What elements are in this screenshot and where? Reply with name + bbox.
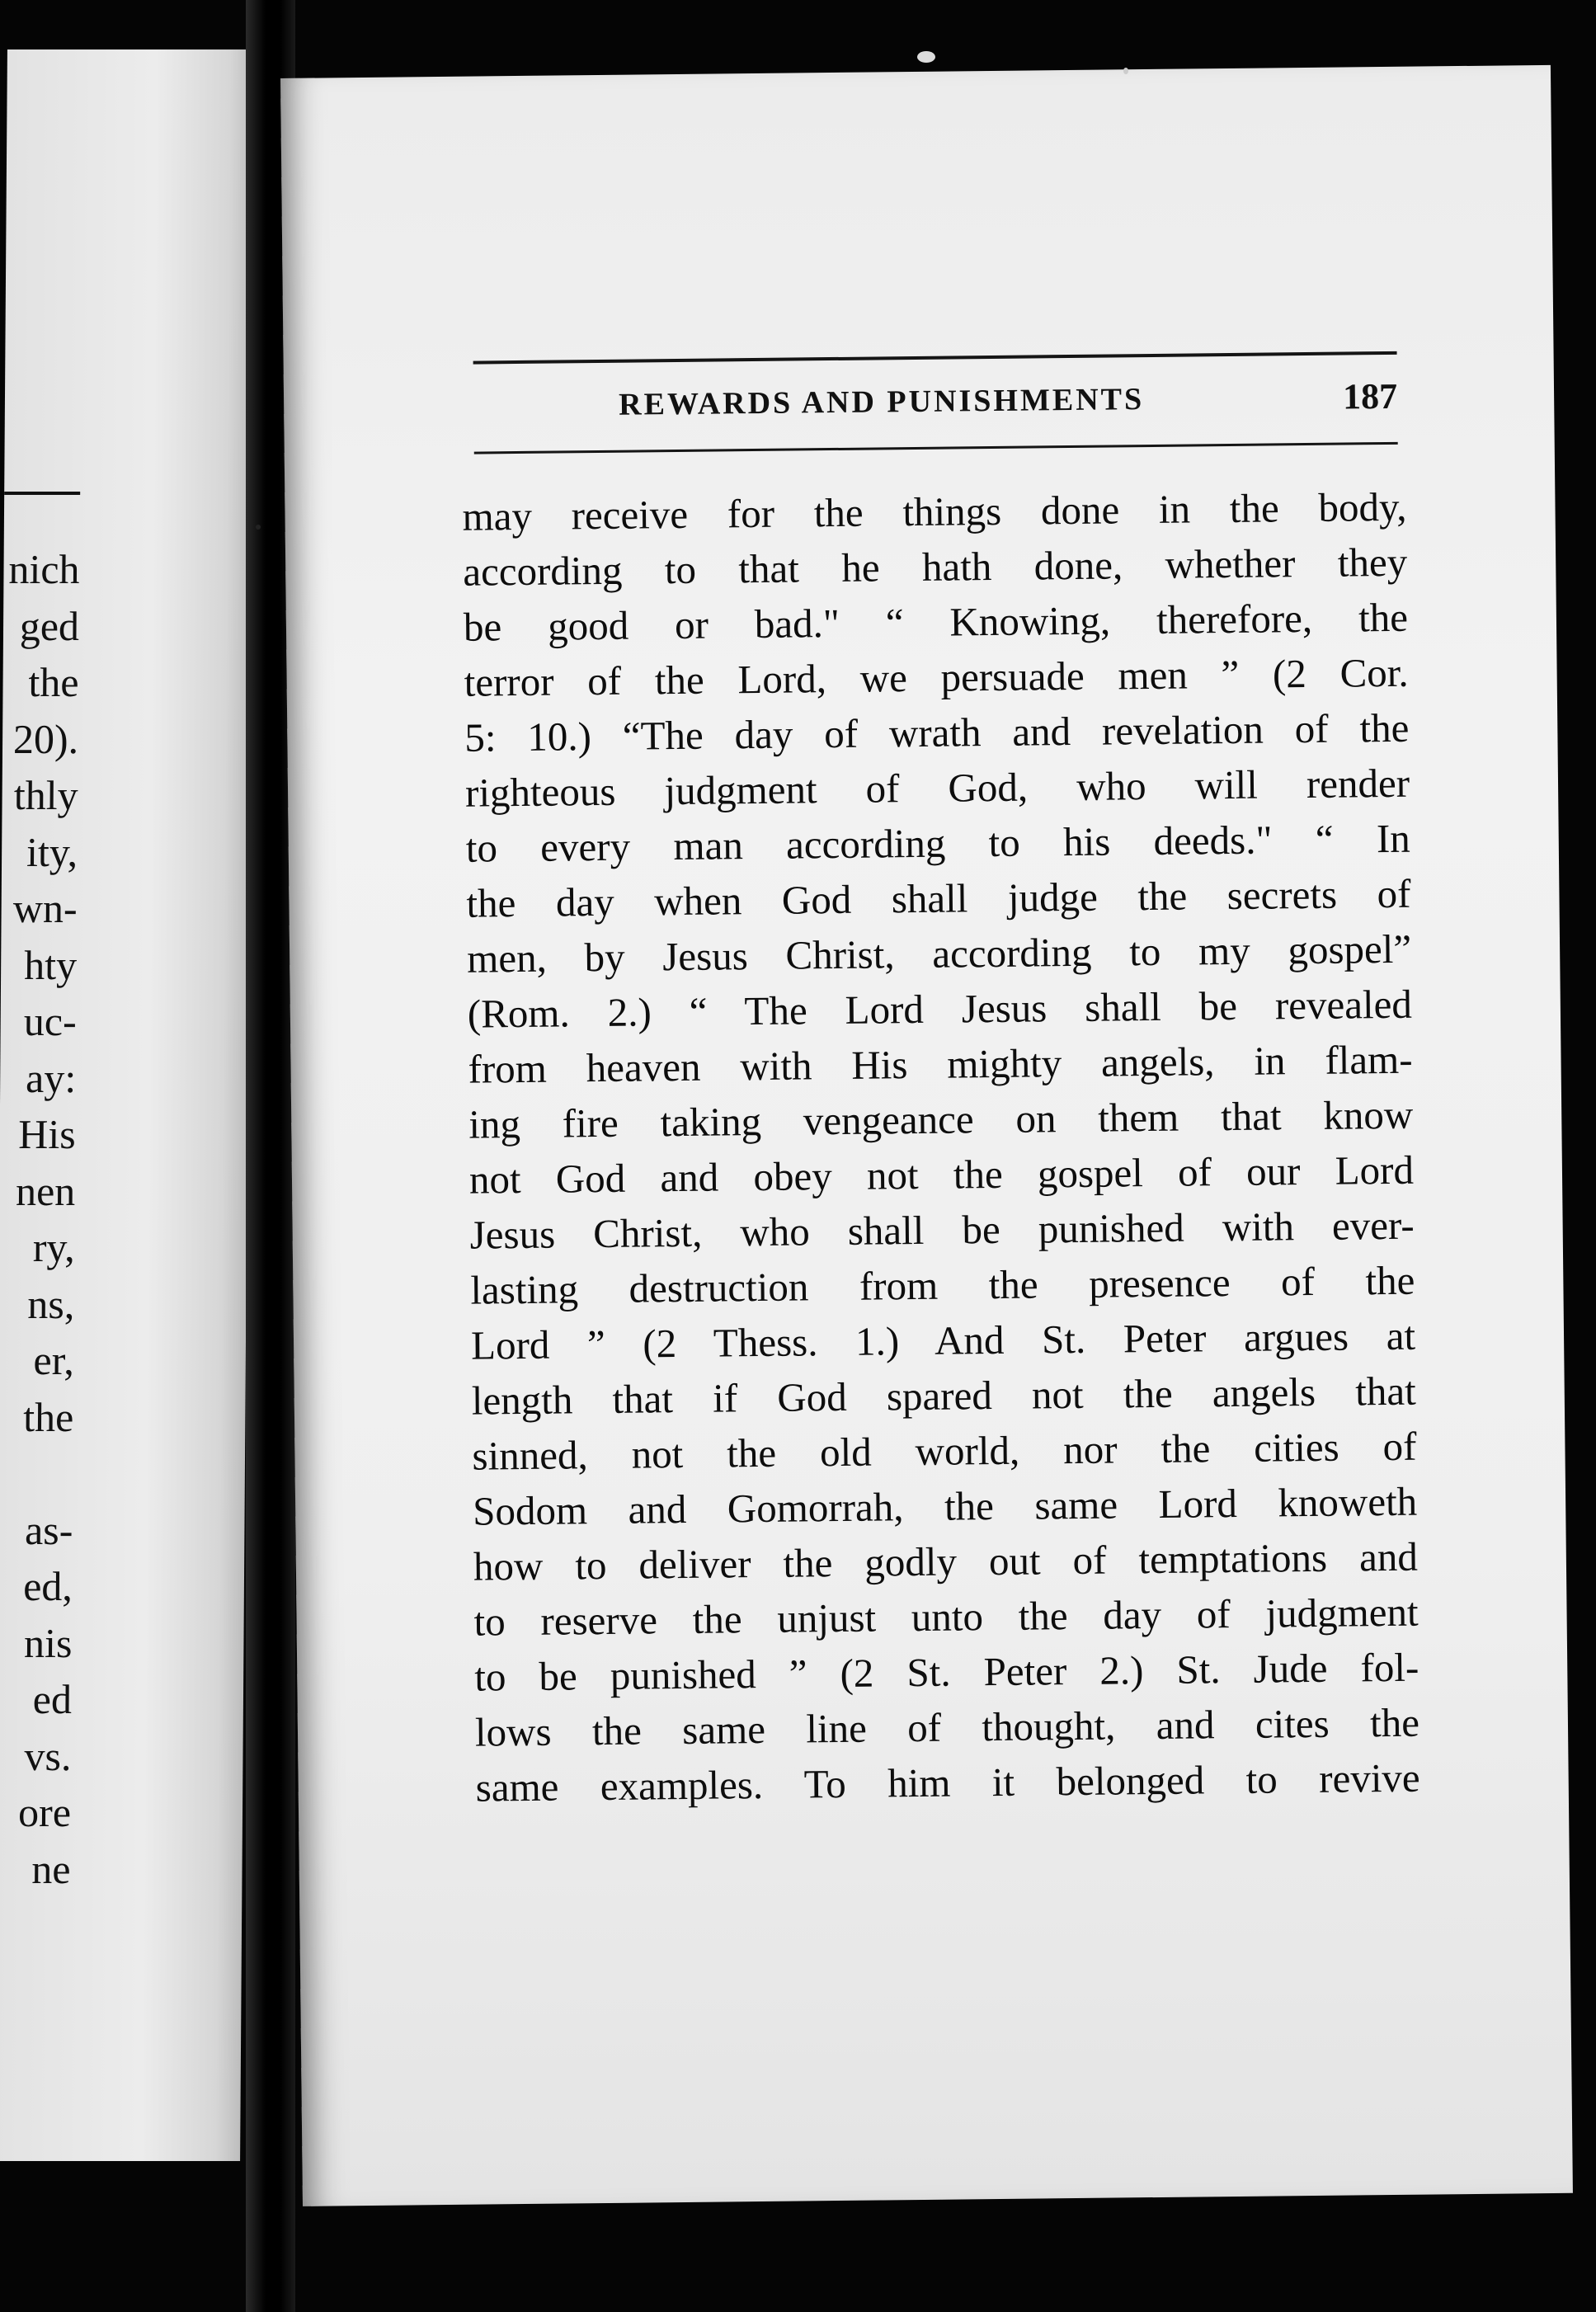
- left-fragment: ns,: [27, 1280, 75, 1327]
- left-fragment: ry,: [32, 1224, 75, 1270]
- left-page-text-fragments: [0, 541, 80, 1897]
- left-fragment: His: [18, 1111, 76, 1157]
- text-line: Jesus Christ, who shall be punished with ever-: [469, 1202, 1415, 1258]
- body-text: [462, 479, 1420, 1815]
- text-line: to be punished ” (2 St. Peter 2.) St. Jude fol-: [474, 1644, 1419, 1700]
- left-fragment: ay:: [25, 1054, 77, 1101]
- text-line: same examples. To him it belonged to revive: [475, 1754, 1420, 1811]
- text-line: Sodom and Gomorrah, the same Lord knoweth: [472, 1478, 1418, 1534]
- text-line: how to deliver the godly out of temptations and: [473, 1533, 1419, 1589]
- text-line: 5: 10.) “The day of wrath and revelation of the: [464, 704, 1410, 760]
- text-line: righteous judgment of God, who will render: [464, 760, 1410, 816]
- left-fragment: thly: [13, 772, 78, 818]
- left-fragment: nen: [15, 1167, 76, 1214]
- left-fragment: ity,: [26, 828, 78, 875]
- left-fragment: nis: [23, 1619, 73, 1666]
- left-fragment: as-: [24, 1506, 73, 1553]
- left-fragment: uc-: [23, 998, 77, 1044]
- right-page: [280, 65, 1573, 2206]
- text-line: men, by Jesus Christ, according to my gospel”: [466, 925, 1412, 982]
- running-title: REWARDS AND PUNISHMENTS: [618, 382, 1145, 422]
- text-line: from heaven with His mighty angels, in flam-: [468, 1036, 1413, 1092]
- left-page-rule: [4, 492, 80, 495]
- scan-speck: [256, 525, 261, 530]
- left-fragment: hty: [24, 941, 78, 988]
- left-fragment: wn-: [12, 885, 78, 931]
- text-line: lows the same line of thought, and cites the: [474, 1699, 1420, 1755]
- left-fragment: ne: [31, 1845, 71, 1892]
- text-line: to reserve the unjust unto the day of judgment: [473, 1589, 1419, 1645]
- text-line: according to that he hath done, whether they: [462, 539, 1408, 595]
- text-line: terror of the Lord, we persuade men ” (2 Cor.: [464, 649, 1409, 705]
- left-fragment: the: [28, 659, 79, 705]
- text-line: sinned, not the old world, nor the cities of: [472, 1423, 1417, 1479]
- left-fragment: 20).: [12, 715, 79, 762]
- text-line: ing fire taking vengeance on them that know: [468, 1091, 1414, 1147]
- header-rule-top: [473, 351, 1397, 365]
- text-line: length that if God spared not the angels that: [471, 1368, 1417, 1424]
- left-fragment: nich: [8, 546, 80, 592]
- text-line: not God and obey not the gospel of our Lord: [468, 1147, 1415, 1203]
- scan-speck: [1123, 68, 1128, 74]
- left-fragment: ed,: [23, 1563, 73, 1609]
- page-number: 187: [1342, 375, 1398, 417]
- left-fragment: ore: [17, 1789, 72, 1835]
- text-line: (Rom. 2.) “ The Lord Jesus shall be revealed: [467, 981, 1413, 1037]
- text-line: lasting destruction from the presence of the: [470, 1257, 1415, 1313]
- text-line: to every man according to his deeds." “ In: [465, 815, 1411, 871]
- left-fragment: the: [23, 1393, 74, 1440]
- text-line: be good or bad." “ Knowing, therefore, the: [463, 594, 1409, 650]
- text-line: Lord ” (2 Thess. 1.) And St. Peter argues at: [470, 1312, 1416, 1368]
- left-fragment: ged: [19, 602, 80, 649]
- left-fragment: vs.: [24, 1732, 72, 1779]
- text-line: may receive for the things done in the body,: [462, 483, 1407, 539]
- left-facing-page: [0, 49, 255, 2161]
- scan-speck: [917, 51, 935, 63]
- left-fragment: [0, 1445, 73, 1502]
- left-fragment: er,: [33, 1337, 75, 1383]
- left-fragment: ed: [32, 1676, 73, 1722]
- text-line: the day when God shall judge the secrets of: [466, 870, 1411, 926]
